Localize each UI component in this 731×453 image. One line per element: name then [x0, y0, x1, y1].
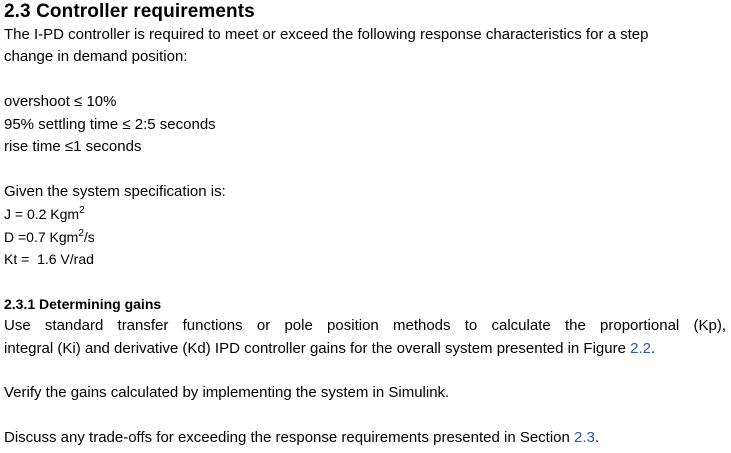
requirements-list: [4, 91, 726, 158]
requirement-rise-time: rise time ≤1 seconds: [4, 138, 142, 156]
requirement-settling-time: 95% settling time ≤ 2:5 seconds: [4, 115, 216, 133]
spacer: [4, 270, 726, 292]
spacer: [4, 405, 726, 427]
specification-label: Given the system specification is:: [4, 182, 226, 200]
subsection-heading: 2.3.1 Determining gains: [4, 295, 162, 312]
intro-line-2: change in demand position:: [4, 48, 188, 66]
gains-paragraph-period: .: [650, 339, 656, 357]
verify-paragraph: Verify the gains calculated by implementing the system in Simulink.: [4, 384, 450, 402]
spacer: [4, 69, 726, 91]
spec-inertia: [4, 203, 726, 225]
document-page: [4, 0, 726, 450]
spec-damping-text: D =0.7 Kgm: [4, 228, 79, 245]
spec-inertia-exponent: 2: [79, 205, 85, 217]
spec-inertia-text: J = 0.2 Kgm: [4, 206, 80, 223]
spec-kt: Kt = 1.6 V/rad: [4, 251, 94, 268]
intro-line-1: The I-PD controller is required to meet or exceed the following response characteristics for a step: [4, 26, 649, 43]
gains-paragraph-line-1: Use standard transfer functions or pole position methods to calculate the proportional (Kp),: [4, 317, 726, 335]
figure-link[interactable]: 2.2: [630, 339, 651, 357]
spec-damping-suffix: /s: [83, 228, 95, 245]
tradeoff-paragraph: [4, 427, 726, 449]
gains-paragraph-line-2: [4, 340, 655, 357]
spec-damping-exponent: 2: [78, 227, 84, 239]
spec-damping: [4, 226, 726, 248]
tradeoff-paragraph-text: Discuss any trade-offs for exceeding the response requirements presented in Section: [4, 429, 575, 447]
spacer: [4, 360, 726, 382]
requirement-overshoot: overshoot ≤ 10%: [4, 93, 117, 111]
gains-paragraph: [4, 315, 726, 360]
section-link[interactable]: 2.3: [574, 429, 595, 447]
section-heading: 2.3 Controller requirements: [4, 1, 255, 22]
gains-paragraph-line-2-text: integral (Ki) and derivative (Kd) IPD controller gains for the overall system presented in Figure: [4, 339, 631, 357]
tradeoff-paragraph-period: .: [594, 429, 600, 447]
spacer: [4, 158, 726, 180]
